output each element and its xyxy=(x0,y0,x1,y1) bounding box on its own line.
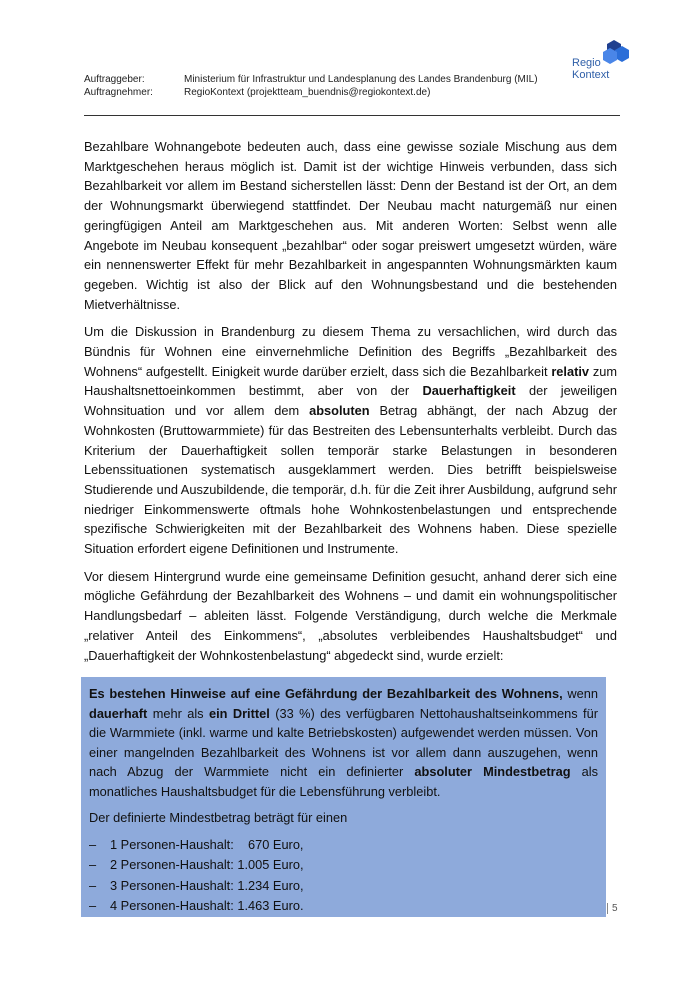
contractor-label: Auftragnehmer: xyxy=(84,87,153,98)
page-header xyxy=(84,73,619,99)
def-text-e: (33 %) des verfügbaren Nettohaushaltseinkommens für die Warmmiete (inkl. warme und kalte Betriebskosten) aufgewendet werden müssen. Von einer mangelnden Bezahlbarkeit des Wohnens ist vor allem dann auszugehen, wenn nach Abzug der Warmmiete nicht ein definierter xyxy=(89,705,598,779)
p2-bold-dauerhaftigkeit: Dauerhaftigkeit xyxy=(422,383,516,399)
logo-wordmark xyxy=(572,57,609,81)
minimum-intro: Der definierte Mindestbetrag beträgt für einen xyxy=(89,810,348,825)
paragraph-3: Vor diesem Hintergrund wurde eine gemeinsame Definition gesucht, anhand derer sich eine mögliche Gefährdung der Bezahlbarkeit des Wohnens – und damit ein wohnungspolitischer Handlungsbedarf – ableiten lässt. Folgende Verständigung, durch welche die Merkmale „relativer Anteil des Einkommens“, „absolutes verbleibendes Haushaltsbudget“ und „Dauerhaftigkeit der Wohnkostenbelastung“ abgedeckt sind, wurde erzielt: xyxy=(84,568,617,663)
p2-bold-absoluten: absoluten xyxy=(309,403,370,419)
page-number: 5 xyxy=(607,903,618,914)
logo-line-1: Regio xyxy=(572,57,601,69)
p2-text-c: zum Haushaltsnettoeinkommen bestimmt, aber von der xyxy=(84,363,617,399)
dash-bullet: – xyxy=(89,836,97,852)
logo-line-2: Kontext xyxy=(572,69,610,81)
list-item-text: 3 Personen-Haushalt: 1.234 Euro, xyxy=(110,877,304,893)
contractor-row xyxy=(84,86,619,99)
p2-text-e: der jeweiligen Wohnsituation und vor allem dem xyxy=(84,383,617,419)
def-text-g: als monatliches Haushaltsbudget für die Lebensführung verbleibt. xyxy=(89,764,598,799)
p2-text-a: Um die Diskussion in Brandenburg zu diesem Thema zu versachlichen, wird durch das Bündnis für Wohnen eine einvernehmliche Definition des Begriffs „Bezahlbarkeit des Wohnens“ aufgestellt. Einigkeit wurde darüber erzielt, dass sich die Bezahlbarkeit xyxy=(84,324,617,379)
list-item xyxy=(89,876,598,897)
dash-bullet: – xyxy=(89,898,97,913)
definition-text xyxy=(89,684,598,801)
def-bold-drittel: ein Drittel xyxy=(208,705,270,721)
def-bold-mindestbetrag: absoluter Mindestbetrag xyxy=(414,764,571,779)
contractor-value: RegioKontext (projektteam_buendnis@regiokontext.de) xyxy=(184,87,431,98)
list-item xyxy=(89,896,598,917)
list-item xyxy=(89,835,598,856)
dash-bullet: – xyxy=(89,877,97,893)
paragraph-1: Bezahlbare Wohnangebote bedeuten auch, dass eine gewisse soziale Mischung aus dem Marktgeschehen heraus möglich ist. Damit ist der wichtige Hinweis verbunden, dass sich Bezahlbarkeit vor allem im Bestand sicherstellen lässt: Denn der Bestand ist der Ort, an dem der Wohnungsmarkt überwiegend stattfindet. Der Neubau macht naturgemäß nur einen geringfügigen Anteil am Marktgeschehen aus. Mit anderen Worten: Selbst wenn alle Angebote im Neubau konsequent „bezahlbar“ oder sogar preiswert umgesetzt würden, wäre ein nennenswerter Effekt für mehr Bezahlbarkeit in angespannten Wohnungsmärkten kaum gegeben. Wichtig ist also der Blick auf den Wohnungsbestand und die bestehenden Mietverhältnisse. xyxy=(84,139,617,312)
client-label: Auftraggeber: xyxy=(84,74,145,85)
paragraph-2 xyxy=(84,322,617,558)
definition-lead: Es bestehen Hinweise auf eine Gefährdung der Bezahlbarkeit des Wohnens, xyxy=(89,686,563,701)
client-value: Ministerium für Infrastruktur und Landesplanung des Landes Brandenburg (MIL) xyxy=(184,74,538,85)
list-item-text: 2 Personen-Haushalt: 1.005 Euro, xyxy=(110,857,304,872)
list-item-text: 1 Personen-Haushalt: 670 Euro, xyxy=(110,836,304,852)
def-bold-dauerhaft: dauerhaft xyxy=(89,705,148,721)
list-item xyxy=(89,855,598,876)
header-divider xyxy=(84,115,620,116)
minimum-list xyxy=(89,835,598,917)
p2-text-g: Betrag abhängt, der nach Abzug der Wohnkosten (Bruttowarmmiete) für das Bestreiten des Lebensunterhalts verbleibt. Durch das Kriterium der Dauerhaftigkeit sollen temporär starke Belastungen in besonderen Lebenssituationen systematisch ausgeklammert werden. Dies betrifft beispielsweise Studierende und Auszubildende, die temporär, d.h. für die Zeit ihrer Ausbildung, aufgrund sehr niedriger Einkommenswerte oftmals hohe Wohnkostenbelastungen und entsprechende spezifische Schwierigkeiten mit der Bezahlbarkeit des Wohnens haben. Diese spezielle Situation erfordert eigene Definitionen und Instrumente. xyxy=(84,403,617,557)
body-text xyxy=(84,137,617,673)
client-row xyxy=(84,73,619,86)
definition-box xyxy=(81,677,606,917)
def-text-a: wenn xyxy=(562,686,599,701)
list-item-text: 4 Personen-Haushalt: 1.463 Euro. xyxy=(110,898,304,913)
def-text-c: mehr als xyxy=(147,705,209,721)
p2-bold-relativ: relativ xyxy=(551,363,590,379)
dash-bullet: – xyxy=(89,857,97,872)
